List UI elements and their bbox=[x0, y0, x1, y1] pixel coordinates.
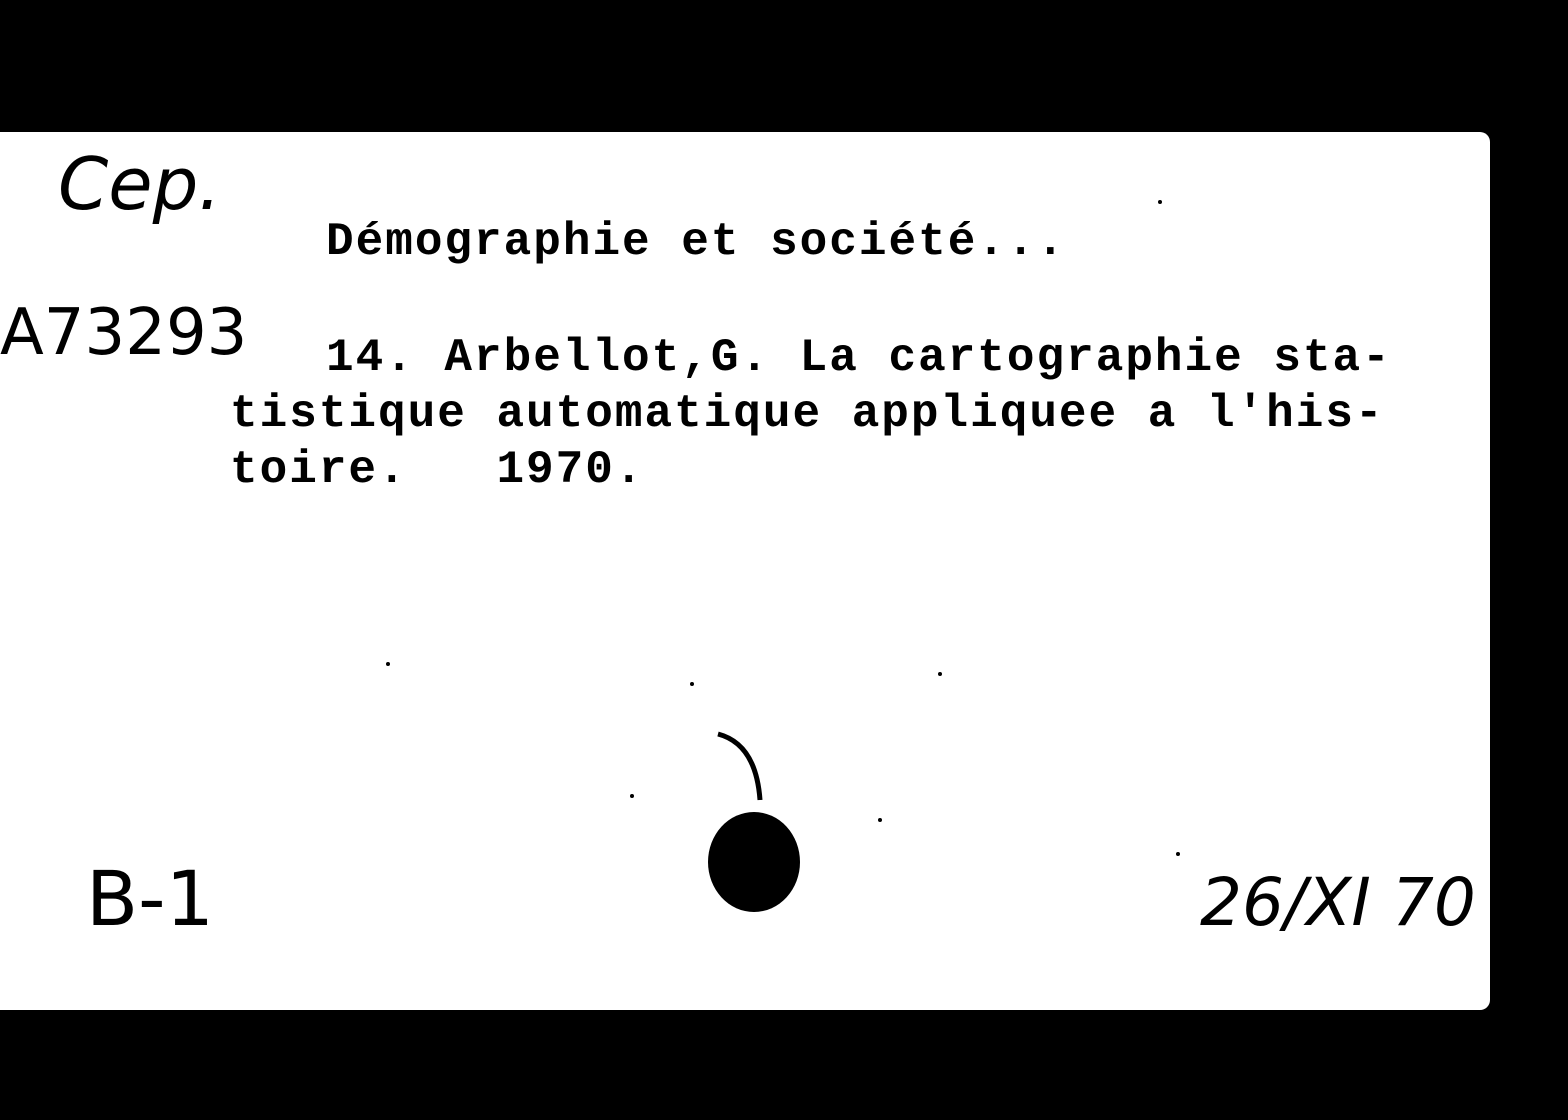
collection-mark: Cep. bbox=[58, 142, 222, 226]
entry-line-3: toire. 1970. bbox=[230, 444, 645, 496]
call-number: A73293 bbox=[0, 296, 248, 370]
punch-hole-tear-icon bbox=[716, 730, 776, 810]
punch-hole bbox=[708, 812, 800, 912]
speck bbox=[630, 794, 634, 798]
catalog-card bbox=[0, 132, 1490, 1010]
entry-line-2: tistique automatique appliquee a l'his- bbox=[230, 388, 1385, 440]
date-stamp: 26/XI 70 bbox=[1200, 864, 1476, 941]
shelf-mark: B-1 bbox=[86, 854, 214, 943]
speck bbox=[878, 818, 882, 822]
speck bbox=[386, 662, 390, 666]
speck bbox=[690, 682, 694, 686]
speck bbox=[1176, 852, 1180, 856]
speck bbox=[1158, 200, 1162, 204]
card-heading: Démographie et société... bbox=[326, 216, 1067, 268]
entry-line-1: 14. Arbellot,G. La cartographie sta- bbox=[326, 332, 1392, 384]
speck bbox=[938, 672, 942, 676]
